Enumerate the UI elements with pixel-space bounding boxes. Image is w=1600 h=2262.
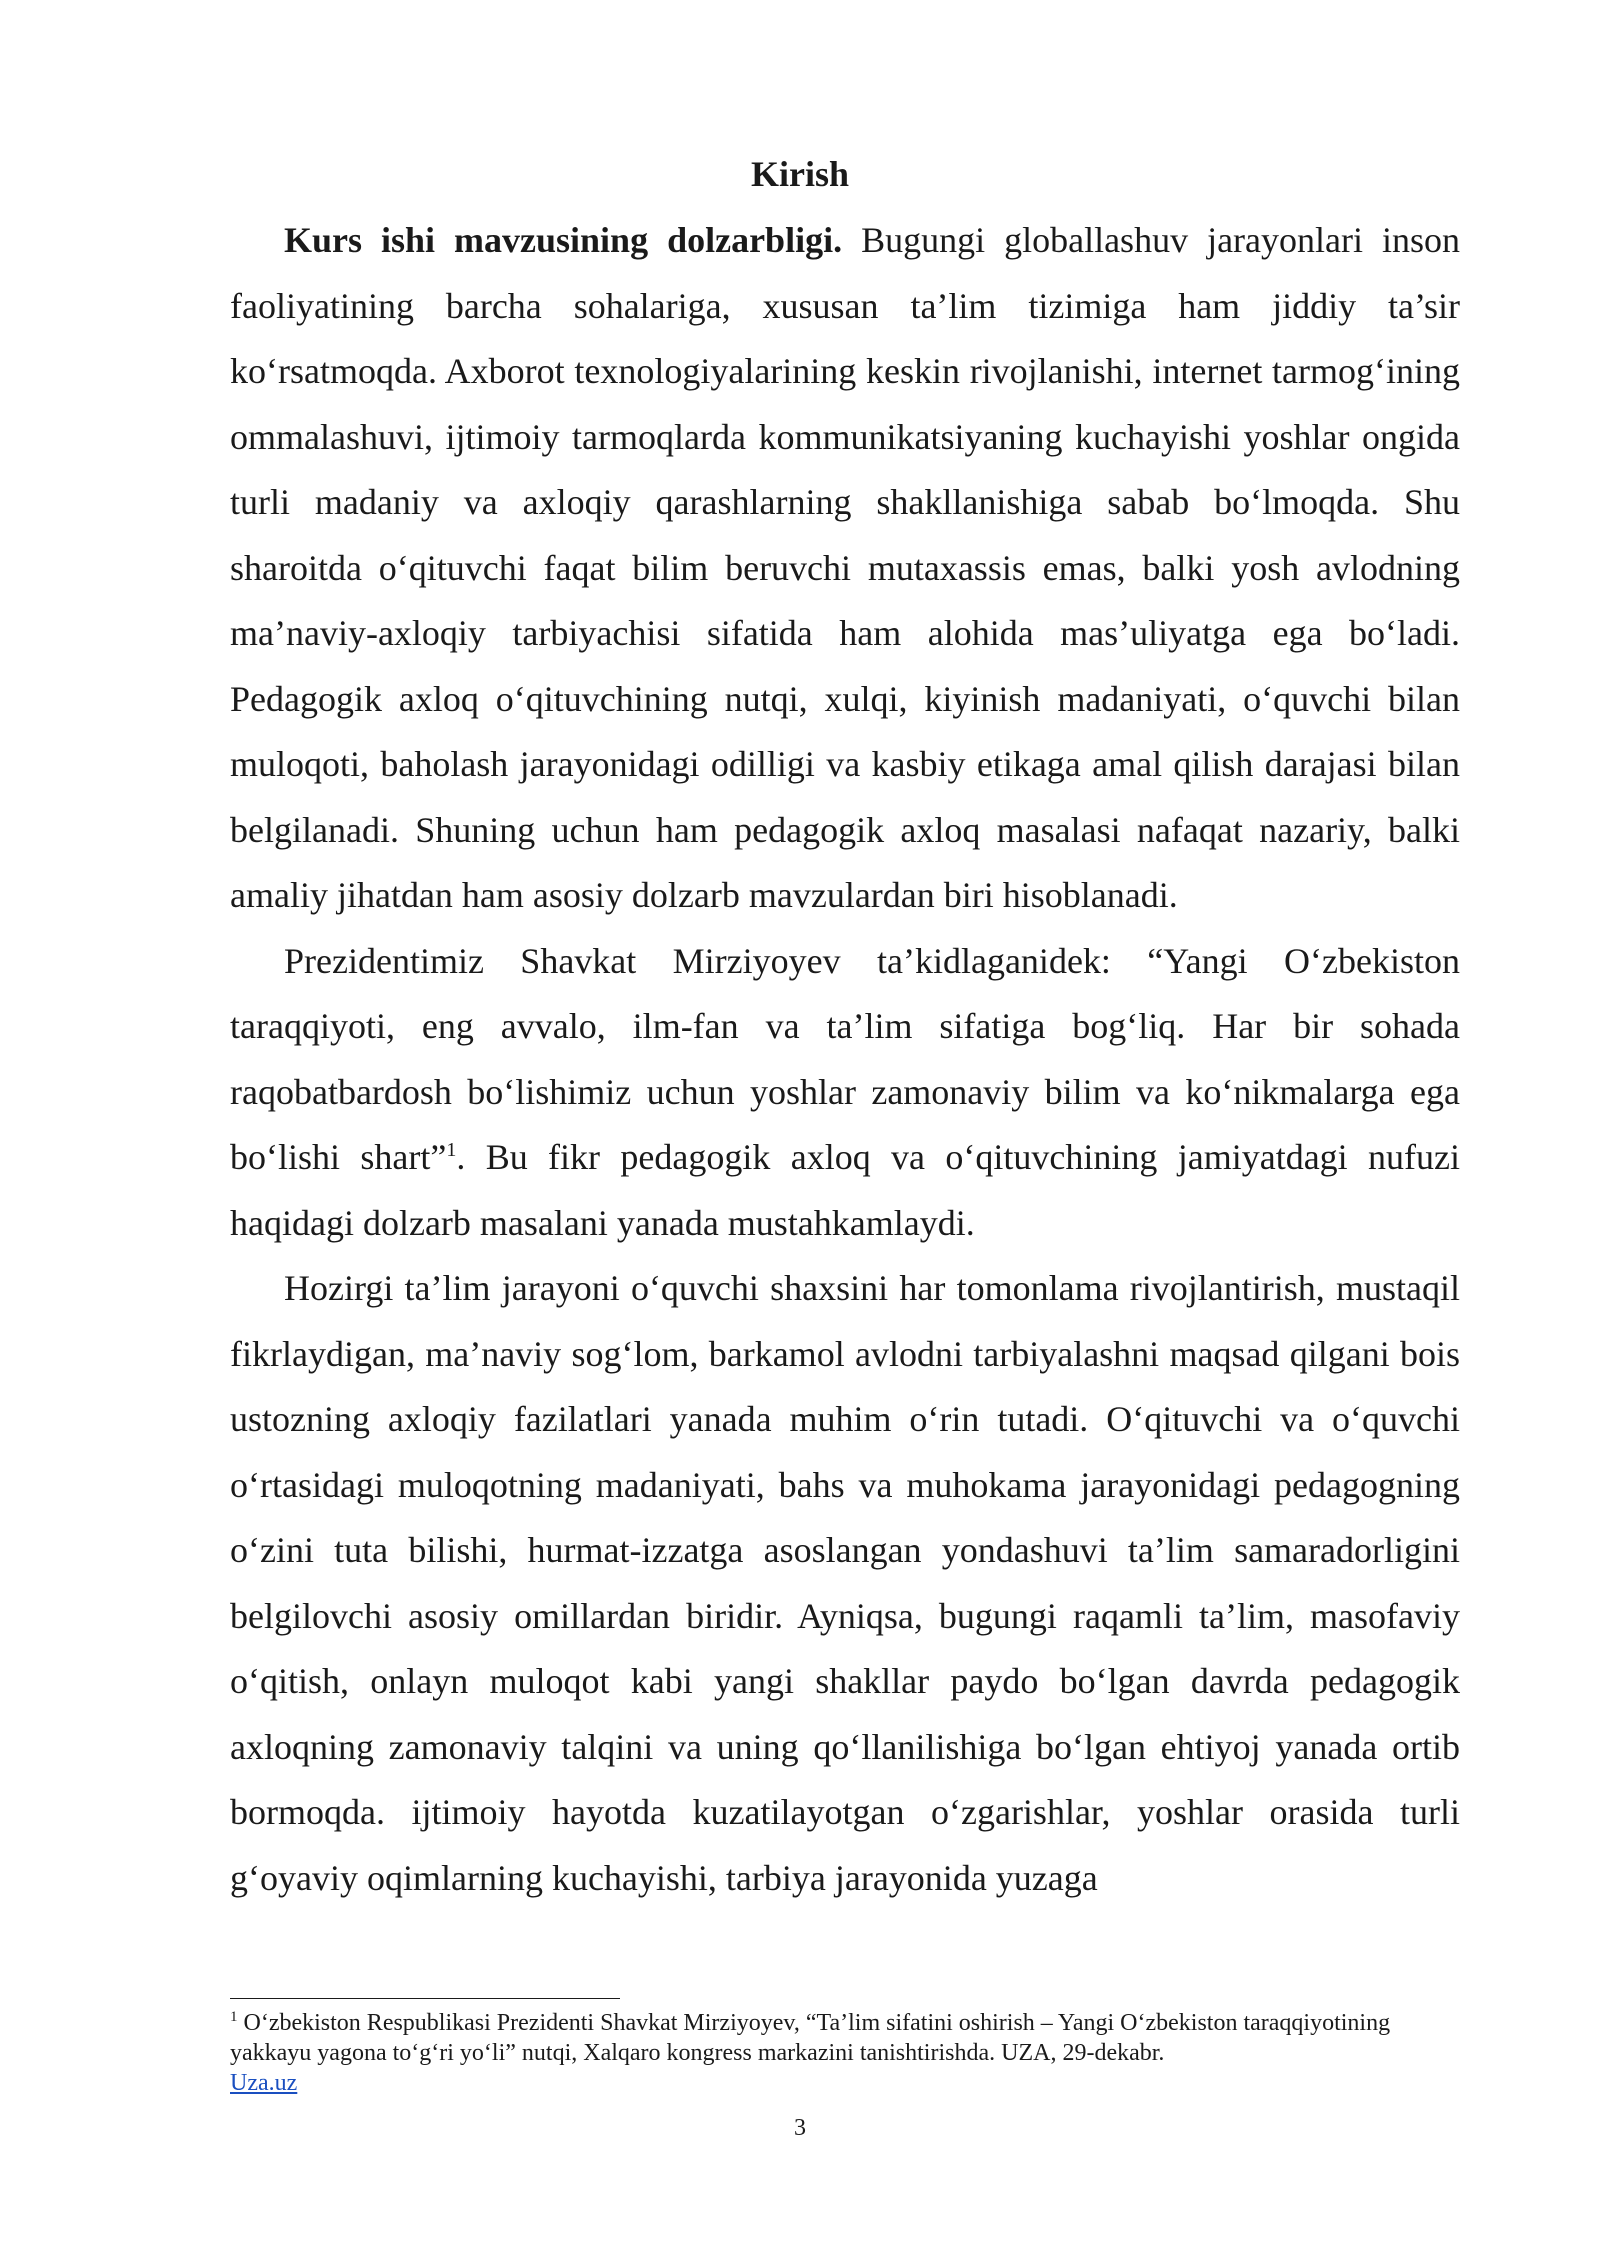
paragraph-text-after-ref: . Bu fikr pedagogik axloq va o‘qituvchining jamiyatdagi nufuzi haqidagi dolzarb masalani yanada mustahkamlaydi. bbox=[230, 1137, 1460, 1243]
paragraph-text-before-ref: Prezidentimiz Shavkat Mirziyoyev ta’kidlaganidek: “Yangi O‘zbekiston taraqqiyoti, eng avvalo, ilm-fan va ta’lim sifatiga bog‘liq. Har bir sohada raqobatbardosh bo‘lishimiz uchun yoshlar zamonaviy bilim va ko‘nikmalarga ega bo‘lishi shart” bbox=[230, 940, 1460, 1177]
paragraph-text: Hozirgi ta’lim jarayoni o‘quvchi shaxsini har tomonlama rivojlantirish, mustaqil fikrlaydigan, ma’naviy sog‘lom, barkamol avlodni tarbiyalashni maqsad qilgani bois ustozning axloqiy fazilatlari yanada muhim o‘rin tutadi. O‘qituvchi va o‘quvchi o‘rtasidagi muloqotning madaniyati, bahs va muhokama jarayonidagi pedagogning o‘zini tuta bilishi, hurmat-izzatga asoslangan yondashuvi ta’lim samaradorligini belgilovchi asosiy omillardan biridir. Ayniqsa, bugungi raqamli ta’lim, masofaviy o‘qitish, onlayn muloqot kabi yangi shakllar paydo bo‘lgan davrda pedagogik axloqning zamonaviy talqini va uning qo‘llanilishiga bo‘lgan ehtiyoj yanada ortib bormoqda. ijtimoiy hayotda kuzatilayotgan o‘zgarishlar, yoshlar orasida turli g‘oyaviy oqimlarning kuchayishi, tarbiya jarayonida yuzaga bbox=[230, 1268, 1460, 1898]
footnote-number: 1 bbox=[230, 2009, 238, 2025]
section-title: Kirish bbox=[750, 154, 849, 194]
body-text bbox=[230, 208, 1460, 1911]
paragraph-lead-heading: Kurs ishi mavzusining dolzarbligi. bbox=[284, 220, 843, 260]
paragraph-text: Bugungi globallashuv jarayonlari inson faoliyatining barcha sohalariga, xususan ta’lim tizimiga ham jiddiy ta’sir ko‘rsatmoqda. Axborot texnologiyalarining keskin rivojlanishi, internet tarmog‘ining ommalashuvi, ijtimoiy tarmoqlarda kommunikatsiyaning kuchayishi yoshlar ongida turli madaniy va axloqiy qarashlarning shakllanishiga sabab bo‘lmoqda. Shu sharoitda o‘qituvchi faqat bilim beruvchi mutaxassis emas, balki yosh avlodning ma’naviy-axloqiy tarbiyachisi sifatida ham alohida mas’uliyatga ega bo‘ladi. Pedagogik axloq o‘qituvchining nutqi, xulqi, kiyinish madaniyati, o‘quvchi bilan muloqoti, baholash jarayonidagi odilligi va kasbiy etikaga amal qilish darajasi bilan belgilanadi. Shuning uchun ham pedagogik axloq masalasi nafaqat nazariy, balki amaliy jihatdan ham asosiy dolzarb mavzulardan biri hisoblanadi. bbox=[230, 220, 1460, 915]
paragraph-modern-education bbox=[230, 1256, 1460, 1911]
paragraph-relevance bbox=[230, 208, 1460, 929]
footnote bbox=[230, 2008, 1460, 2098]
footnote-text: O‘zbekiston Respublikasi Prezidenti Shavkat Mirziyoyev, “Ta’lim sifatini oshirish – Yangi O‘zbekiston taraqqiyotining yakkayu yagona to‘g‘ri yo‘li” nutqi, Xalqaro kongress markazini tanishtirishda. UZA, 29-dekabr. bbox=[230, 2010, 1391, 2066]
footnote-reference[interactable]: 1 bbox=[446, 1139, 457, 1161]
paragraph-quote bbox=[230, 929, 1460, 1257]
footnote-source-link[interactable]: Uza.uz bbox=[230, 2070, 298, 2096]
footnote-separator bbox=[230, 1998, 620, 1999]
page-number: 3 bbox=[794, 2115, 806, 2141]
